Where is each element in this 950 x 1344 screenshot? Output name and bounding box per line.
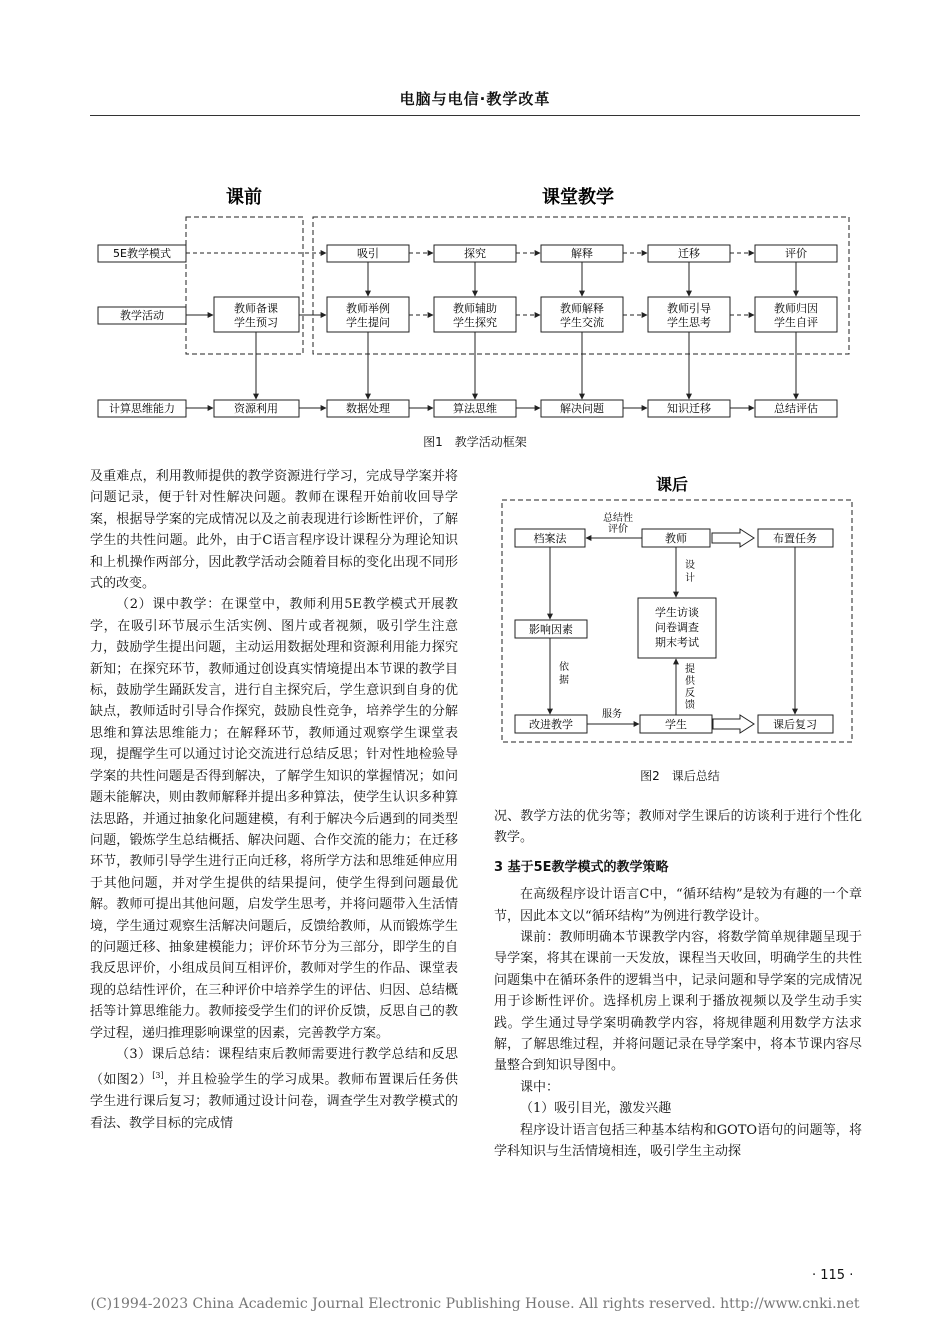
phase-explain: 解释: [571, 247, 593, 260]
paragraph: 课前：教师明确本节课教学内容，将数学简单规律题呈现于导学案，将其在课前一天发放，课程当天收回，明确学生的共性问题集中在循环条件的逻辑当中，记录问题和导学案的完成情况用于诊断性评价。选择机房上课利于播放视频以及学生动手实践。学生通过导学案明确教学内容，将规律题利用数学方法求解，了解思维过程，并将问题记录在导学案中，将本节课内容尽量整合到知识导图中。: [494, 930, 862, 1074]
activity-box: [434, 297, 516, 332]
copyright-footer: (C)1994-2023 China Academic Journal Electronic Publishing House. All rights reserved. http://www.cnki.net: [90, 1296, 860, 1312]
citation[interactable]: [3]: [152, 1071, 164, 1081]
phase-elaborate: 迁移: [678, 247, 700, 260]
activity-line: 学生自评: [774, 316, 818, 329]
in-class-dashed-box: [313, 217, 849, 354]
ability-box: [541, 400, 623, 417]
ability-label: 数据处理: [346, 402, 390, 415]
paragraph-text: ，并且检验学生的学习成果。教师布置课后任务供学生进行课后复习；教师通过设计问卷，调查学生对教学模式的看法、教学目标的完成情: [90, 1072, 458, 1131]
activity-line: 教师引导: [667, 302, 711, 315]
ability-box: [434, 400, 516, 417]
edge-label-design: 计: [685, 573, 695, 584]
activity-line: 教师辅助: [453, 302, 497, 315]
ability-label: 知识迁移: [667, 402, 711, 415]
figure-1-caption: 图1 教学活动框架: [423, 435, 527, 449]
edge-label-design: 设: [685, 560, 695, 571]
activity-box: [648, 297, 730, 332]
ability-box: [755, 400, 837, 417]
edge-label-summative: 总结性: [603, 513, 633, 524]
ability-label: 资源利用: [234, 402, 278, 415]
phase-box: [327, 245, 409, 262]
paragraph: [90, 1044, 458, 1134]
edge-label-basis: 依: [559, 662, 569, 673]
activity-line: 学生探究: [453, 316, 497, 329]
edge-label-basis: 据: [559, 675, 569, 686]
edge-label-feedback: 供: [685, 676, 695, 687]
activity-line: 教师举例: [346, 302, 390, 315]
phase-evaluate: 评价: [785, 247, 807, 260]
activity-line: 学生提问: [346, 316, 390, 329]
section-heading: 3 基于5E教学模式的教学策略: [494, 859, 669, 875]
paragraph: 程序设计语言包括三种基本结构和GOTO语句的问题等，将学科知识与生活情境相连，吸引学生主动探: [494, 1122, 862, 1160]
hollow-arrow-assign: [712, 529, 754, 547]
paragraph: 况、教学方法的优劣等；教师对学生课后的访谈利于进行个性化教学。: [494, 809, 862, 846]
figure-2-after-class: [500, 470, 860, 750]
ability-box: [327, 400, 409, 417]
activity-box: [755, 297, 837, 332]
node-assign: 布置任务: [773, 532, 817, 545]
row-label-activity: 教学活动: [120, 309, 164, 322]
pre-class-dashed-box: [186, 217, 303, 354]
row-label-5e: 5E教学模式: [113, 247, 171, 260]
paragraph-text: （3）课后总结：课程结束后教师需要进行教学总结和反思（如图2）: [90, 1046, 458, 1088]
activity-line: 教师解释: [560, 302, 604, 315]
edge-label-feedback: 馈: [685, 700, 695, 711]
row-label-ability: 计算思维能力: [109, 402, 175, 415]
activity-box: [327, 297, 409, 332]
ability-label: 总结评估: [774, 402, 818, 415]
subheading: （1）吸引目光，激发兴趣: [520, 1101, 672, 1117]
node-improve: 改进教学: [529, 718, 573, 731]
right-column: [494, 806, 862, 1163]
paragraph: 在高级程序设计语言C中，“循环结构”是较为有趣的一个章节，因此本文以“循环结构”为例进行教学设计。: [494, 887, 862, 924]
ability-label: 解决问题: [560, 402, 604, 415]
phase-box: [434, 245, 516, 262]
node-survey-line: 问卷调查: [655, 621, 699, 634]
paragraph: （2）课中教学：在课堂中，教师利用5E教学模式开展教学，在吸引环节展示生活实例、图片或者视频，吸引学生注意力，鼓励学生提出问题，主动运用数据处理和资源利用能力探究新知；在探究环节，教师通过创设真实情境提出本节课的教学目标，鼓励学生踊跃发言，进行自主探究后，学生意识到自身的优缺点，教师适时引导合作探究，鼓励良性竞争，培养学生的分解思维和算法思维能力；在解释环节，教师通过观察学生课堂表现，提醒学生可以通过讨论交流进行总结反思；针对性地检验导学案的共性问题是否得到解决，了解学生知识的掌握情况；如问题未能解决，则由教师解释并提出多种算法，使学生认识多种算法思路，并通过抽象化问题建模，有利于解决今后遇到的同类型问题，锻炼学生总结概括、解决问题、合作交流的能力；在迁移环节，教师引导学生进行正向迁移，将所学方法和思维延伸应用于其他问题，并对学生提供的结果提问，使学生得到问题最优解。教师可提出其他问题，启发学生思考，并将问题带入生活情境，学生通过观察生活解决问题后，反馈给教师，从而锻炼学生的问题迁移、抽象建模能力；评价环节分为三部分，即学生的自我反思评价，小组成员间互相评价，教师对学生的作品、课堂表现的总结性评价，在三种评价中培养学生的评估、归因、总结概括等计算思维能力。教师接受学生们的评价反馈，反思自己的教学过程，递归推理影响课堂的因素，完善教学方案。: [90, 597, 458, 1041]
edge-label-service: 服务: [602, 709, 622, 720]
activity-line: 学生预习: [234, 316, 278, 329]
phase-box: [755, 245, 837, 262]
running-header: 电脑与电信·教学改革: [399, 90, 551, 108]
left-column: [90, 466, 458, 1134]
ability-box: [648, 400, 730, 417]
section-pre-class: 课前: [226, 187, 262, 208]
paragraph: 课中：: [520, 1079, 560, 1095]
node-student: 学生: [665, 718, 687, 731]
figure-1-teaching-framework: [0, 175, 950, 430]
node-survey-line: 期末考试: [655, 636, 699, 649]
edge-label-summative: 评价: [608, 524, 628, 535]
edge-label-feedback: 反: [685, 688, 695, 699]
figure-2-title: 课后: [655, 475, 689, 494]
node-factors: 影响因素: [529, 623, 573, 636]
node-review: 课后复习: [773, 718, 817, 731]
figure-2-caption: 图2 课后总结: [640, 769, 720, 783]
activity-box: [541, 297, 623, 332]
phase-engage: 吸引: [357, 247, 379, 260]
activity-line: 教师归因: [774, 302, 818, 315]
page-number: · 115 ·: [812, 1268, 854, 1283]
ability-label: 算法思维: [453, 402, 497, 415]
phase-box: [541, 245, 623, 262]
hollow-arrow-review: [713, 715, 754, 733]
ability-box: [214, 400, 299, 417]
header-rule: [90, 115, 860, 116]
node-archive: 档案法: [533, 532, 567, 545]
section-in-class: 课堂教学: [542, 187, 614, 208]
node-survey-line: 学生访谈: [655, 606, 699, 619]
phase-explore: 探究: [464, 247, 486, 260]
activity-line: 教师备课: [234, 302, 278, 315]
edge-label-feedback: 提: [685, 664, 695, 675]
paragraph: 及重难点，利用教师提供的教学资源进行学习，完成导学案并将问题记录，便于针对性解决问题。教师在课程开始前收回导学案，根据导学案的完成情况以及之前表现进行诊断性评价，了解学生的共性问题。此外，由于C语言程序设计课程分为理论知识和上机操作两部分，因此教学活动会随着目标的变化出现不同形式的改变。: [90, 469, 458, 592]
phase-box: [648, 245, 730, 262]
activity-line: 学生思考: [667, 316, 711, 329]
activity-line: 学生交流: [560, 316, 604, 329]
activity-box-pre: [214, 297, 299, 332]
node-teacher: 教师: [665, 532, 687, 545]
